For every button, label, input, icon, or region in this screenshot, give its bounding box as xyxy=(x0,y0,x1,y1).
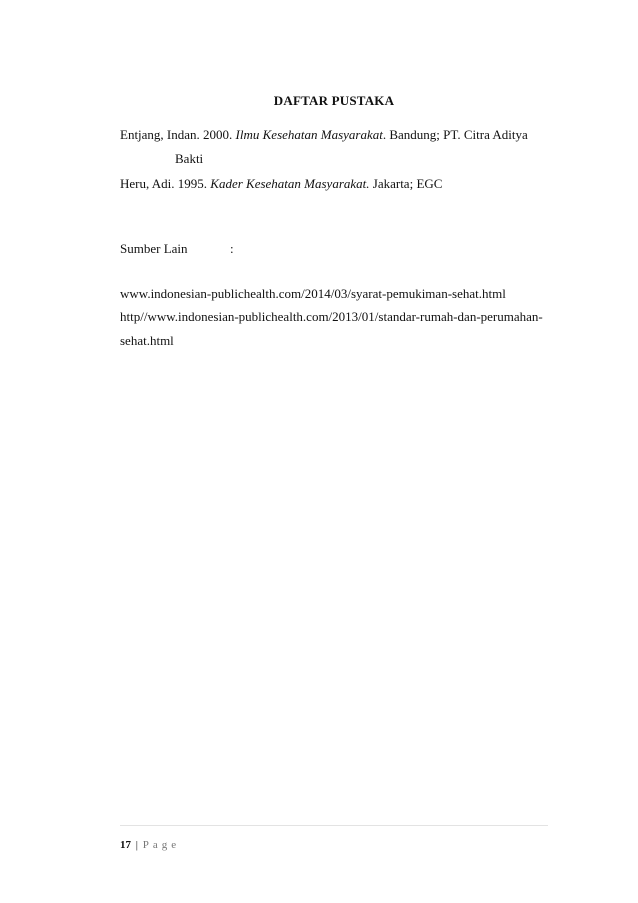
reference-2-publisher: Jakarta; EGC xyxy=(369,176,443,191)
reference-entry-2 xyxy=(120,176,442,192)
source-link-2-continuation[interactable]: sehat.html xyxy=(120,333,174,348)
source-link-1[interactable]: www.indonesian-publichealth.com/2014/03/syarat-pemukiman-sehat.html xyxy=(120,286,506,301)
reference-entry-1 xyxy=(120,127,528,143)
reference-1-author-year: Entjang, Indan. 2000. xyxy=(120,127,236,142)
reference-2-book-title: Kader Kesehatan Masyarakat. xyxy=(210,176,370,191)
reference-2-author-year: Heru, Adi. 1995. xyxy=(120,176,211,191)
source-link-2[interactable]: http//www.indonesian-publichealth.com/2013/01/standar-rumah-dan-perumahan- xyxy=(120,309,543,324)
page-label: Page xyxy=(142,839,181,851)
reference-entry-1-continuation: Bakti xyxy=(175,151,204,166)
other-sources-colon: : xyxy=(230,241,234,256)
reference-1-publisher: . Bandung; PT. Citra Aditya xyxy=(382,127,528,142)
page-footer xyxy=(120,839,180,851)
footer-separator: | xyxy=(135,839,138,851)
other-sources-label: Sumber Lain xyxy=(120,241,188,256)
footer-divider xyxy=(120,825,548,826)
page-number: 17 xyxy=(120,839,131,851)
page-title: DAFTAR PUSTAKA xyxy=(273,93,395,108)
reference-1-book-title: Ilmu Kesehatan Masyarakat xyxy=(235,127,383,142)
